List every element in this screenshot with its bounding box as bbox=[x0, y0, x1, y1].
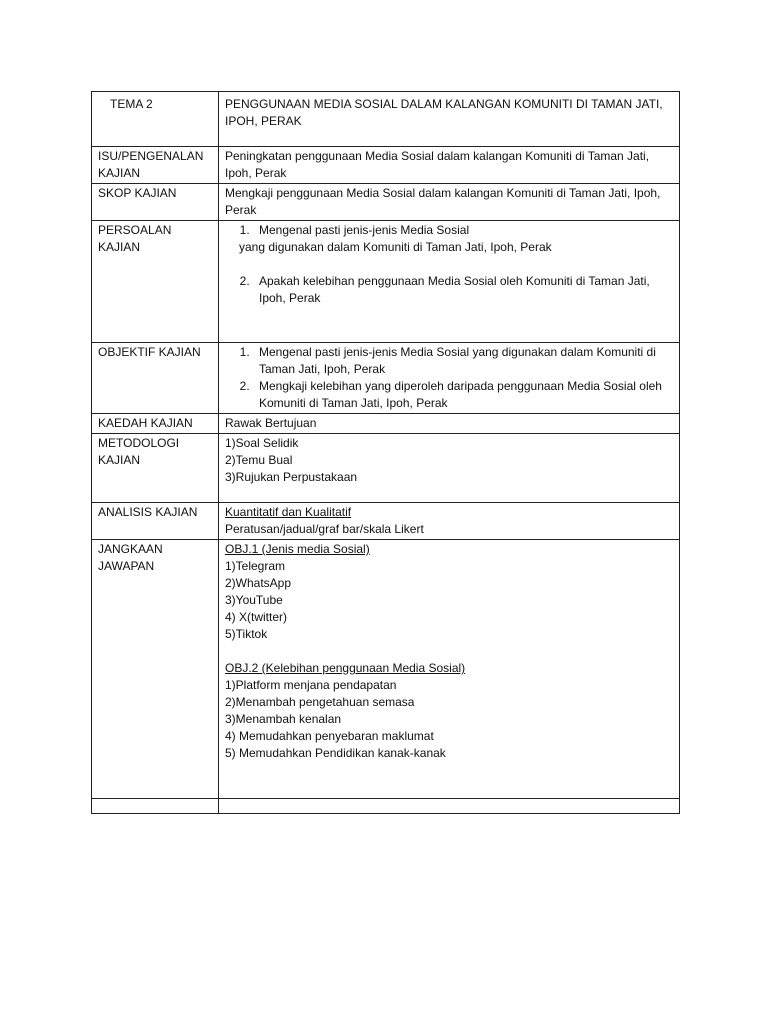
persoalan-label: PERSOALAN KAJIAN bbox=[92, 221, 219, 343]
skop-text: Mengkaji penggunaan Media Sosial dalam kalangan Komuniti di Taman Jati, Ipoh, Perak bbox=[219, 184, 680, 221]
isu-text: Peningkatan penggunaan Media Sosial dalam kalangan Komuniti di Taman Jati, Ipoh, Perak bbox=[219, 147, 680, 184]
metodologi-line-2: 2)Temu Bual bbox=[225, 453, 293, 467]
persoalan-item-1 bbox=[253, 222, 673, 239]
row-empty bbox=[92, 799, 680, 814]
obj1-item-3: 3)YouTube bbox=[225, 593, 283, 607]
obj2-item-2: 2)Menambah pengetahuan semasa bbox=[225, 695, 415, 709]
row-isu bbox=[92, 147, 680, 184]
obj2-item-1: 1)Platform menjana pendapatan bbox=[225, 678, 397, 692]
analisis-cell bbox=[219, 503, 680, 540]
obj1-heading: OBJ.1 (Jenis media Sosial) bbox=[225, 542, 370, 556]
metodologi-line-1: 1)Soal Selidik bbox=[225, 436, 299, 450]
persoalan-list-2 bbox=[225, 273, 673, 307]
objektif-list bbox=[225, 344, 673, 412]
persoalan-item-1-text: Mengenal pasti jenis-jenis Media Sosial bbox=[259, 223, 470, 237]
analisis-text: Peratusan/jadual/graf bar/skala Likert bbox=[225, 522, 424, 536]
objektif-item-1: 1. Mengenal pasti jenis-jenis Media Sosial yang digunakan dalam Komuniti di Taman Jati, Ipoh, Perak bbox=[253, 344, 673, 378]
obj2-item-4: 4) Memudahkan penyebaran maklumat bbox=[225, 729, 434, 743]
tema-title: PENGGUNAAN MEDIA SOSIAL DALAM KALANGAN KOMUNITI DI TAMAN JATI, IPOH, PERAK bbox=[225, 97, 663, 128]
tema-title-cell bbox=[219, 92, 680, 147]
skop-label: SKOP KAJIAN bbox=[92, 184, 219, 221]
objektif-label: OBJEKTIF KAJIAN bbox=[92, 343, 219, 414]
objektif-item-2: 2. Mengkaji kelebihan yang diperoleh daripada penggunaan Media Sosial oleh Komuniti di Taman Jati, Ipoh, Perak bbox=[253, 378, 673, 412]
persoalan-item-2: 2. Apakah kelebihan penggunaan Media Sosial oleh Komuniti di Taman Jati, Ipoh, Perak bbox=[253, 273, 673, 307]
obj2-heading: OBJ.2 (Kelebihan penggunaan Media Sosial) bbox=[225, 661, 466, 675]
obj1-item-5: 5)Tiktok bbox=[225, 627, 268, 641]
metodologi-cell bbox=[219, 434, 680, 503]
obj1-item-4: 4) X(twitter) bbox=[225, 610, 288, 624]
metodologi-line-3: 3)Rujukan Perpustakaan bbox=[225, 470, 358, 484]
row-tema bbox=[92, 92, 680, 147]
isu-label: ISU/PENGENALAN KAJIAN bbox=[92, 147, 219, 184]
empty-cell-right bbox=[219, 799, 680, 814]
obj1-item-1: 1)Telegram bbox=[225, 559, 286, 573]
row-analisis bbox=[92, 503, 680, 540]
row-metodologi bbox=[92, 434, 680, 503]
row-jangkaan bbox=[92, 540, 680, 799]
row-kaedah bbox=[92, 414, 680, 434]
jangkaan-label: JANGKAAN JAWAPAN bbox=[92, 540, 219, 799]
objektif-cell bbox=[219, 343, 680, 414]
obj2-item-5: 5) Memudahkan Pendidikan kanak-kanak bbox=[225, 746, 446, 760]
persoalan-list bbox=[225, 222, 673, 239]
row-persoalan bbox=[92, 221, 680, 343]
tema-label: TEMA 2 bbox=[92, 92, 219, 147]
jangkaan-cell bbox=[219, 540, 680, 799]
row-skop bbox=[92, 184, 680, 221]
kaedah-label: KAEDAH KAJIAN bbox=[92, 414, 219, 434]
obj2-item-3: 3)Menambah kenalan bbox=[225, 712, 342, 726]
analisis-heading: Kuantitatif dan Kualitatif bbox=[225, 505, 352, 519]
research-outline-table bbox=[91, 91, 680, 814]
persoalan-item-1-continuation: yang digunakan dalam Komuniti di Taman Jati, Ipoh, Perak bbox=[239, 240, 552, 254]
analisis-label: ANALISIS KAJIAN bbox=[92, 503, 219, 540]
row-objektif bbox=[92, 343, 680, 414]
empty-cell-left bbox=[92, 799, 219, 814]
obj1-item-2: 2)WhatsApp bbox=[225, 576, 292, 590]
persoalan-cell bbox=[219, 221, 680, 343]
kaedah-text: Rawak Bertujuan bbox=[219, 414, 680, 434]
metodologi-label: METODOLOGI KAJIAN bbox=[92, 434, 219, 503]
